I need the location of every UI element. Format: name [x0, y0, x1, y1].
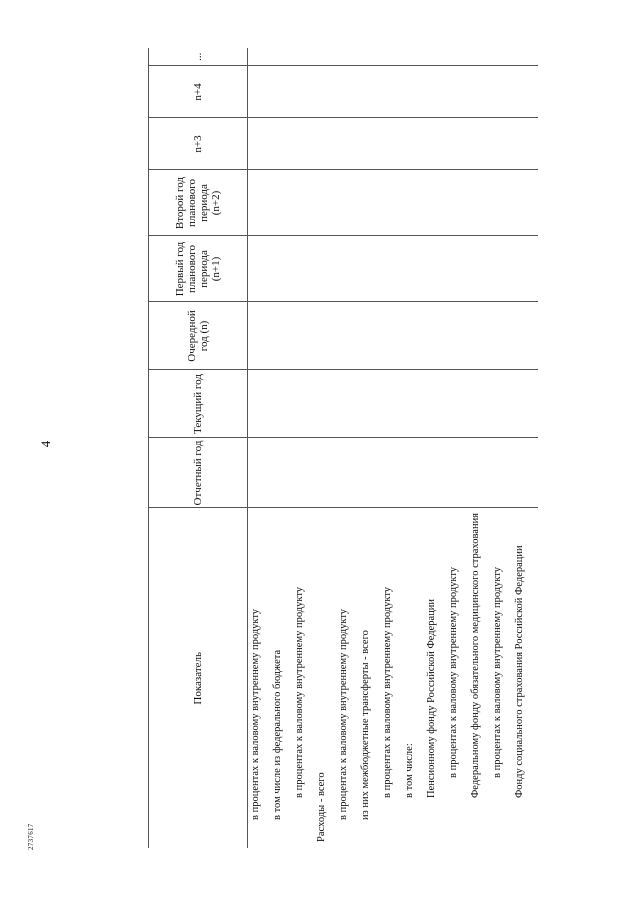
- header-next-year: Очередной год (n): [149, 302, 248, 370]
- value-cell: [248, 302, 539, 370]
- header-n3: n+3: [149, 118, 248, 170]
- list-item: Федеральному фонду обязательного медицинского страхования: [470, 512, 481, 798]
- list-item: в том числе из федерального бюджета: [272, 649, 283, 820]
- list-item: в процентах к валовому внутреннему продукту: [294, 586, 305, 798]
- value-cell: [248, 48, 539, 66]
- header-plan-year-2: Второй год планового периода (n+2): [149, 170, 248, 236]
- list-item: в процентах к валовому внутреннему продукту: [492, 566, 503, 778]
- value-cell: [248, 236, 539, 302]
- list-item: Фонду социального страхования Российской Федерации: [514, 545, 525, 798]
- header-ellipsis: ...: [149, 48, 248, 66]
- table-body-row: [248, 48, 539, 848]
- value-cell: [248, 170, 539, 236]
- list-item: в процентах к валовому внутреннему продукту: [338, 608, 349, 820]
- list-item: из них межбюджетные трансферты - всего: [360, 630, 371, 820]
- value-cell: [248, 66, 539, 118]
- list-item: в том числе:: [404, 743, 415, 798]
- list-item: Пенсионному фонду Российской Федерации: [426, 598, 437, 798]
- indicator-list: [248, 508, 539, 848]
- header-n4: n+4: [149, 66, 248, 118]
- list-item: Расходы - всего: [316, 772, 327, 842]
- document-id: 2737617: [27, 823, 35, 850]
- header-indicator: Показатель: [149, 508, 248, 848]
- header-reporting-year: Отчетный год: [149, 438, 248, 508]
- table-header-row: [149, 48, 248, 848]
- list-item: в процентах к валовому внутреннему продукту: [250, 608, 261, 820]
- page-number: 4: [38, 440, 53, 448]
- list-item: в процентах к валовому внутреннему продукту: [382, 586, 393, 798]
- value-cell: [248, 438, 539, 508]
- rotated-table-container: [148, 48, 525, 848]
- header-current-year: Текущий год: [149, 370, 248, 438]
- value-cell: [248, 118, 539, 170]
- header-plan-year-1: Первый год планового периода (n+1): [149, 236, 248, 302]
- list-item: в процентах к валовому внутреннему продукту: [448, 566, 459, 778]
- value-cell: [248, 370, 539, 438]
- budget-table: [148, 48, 538, 848]
